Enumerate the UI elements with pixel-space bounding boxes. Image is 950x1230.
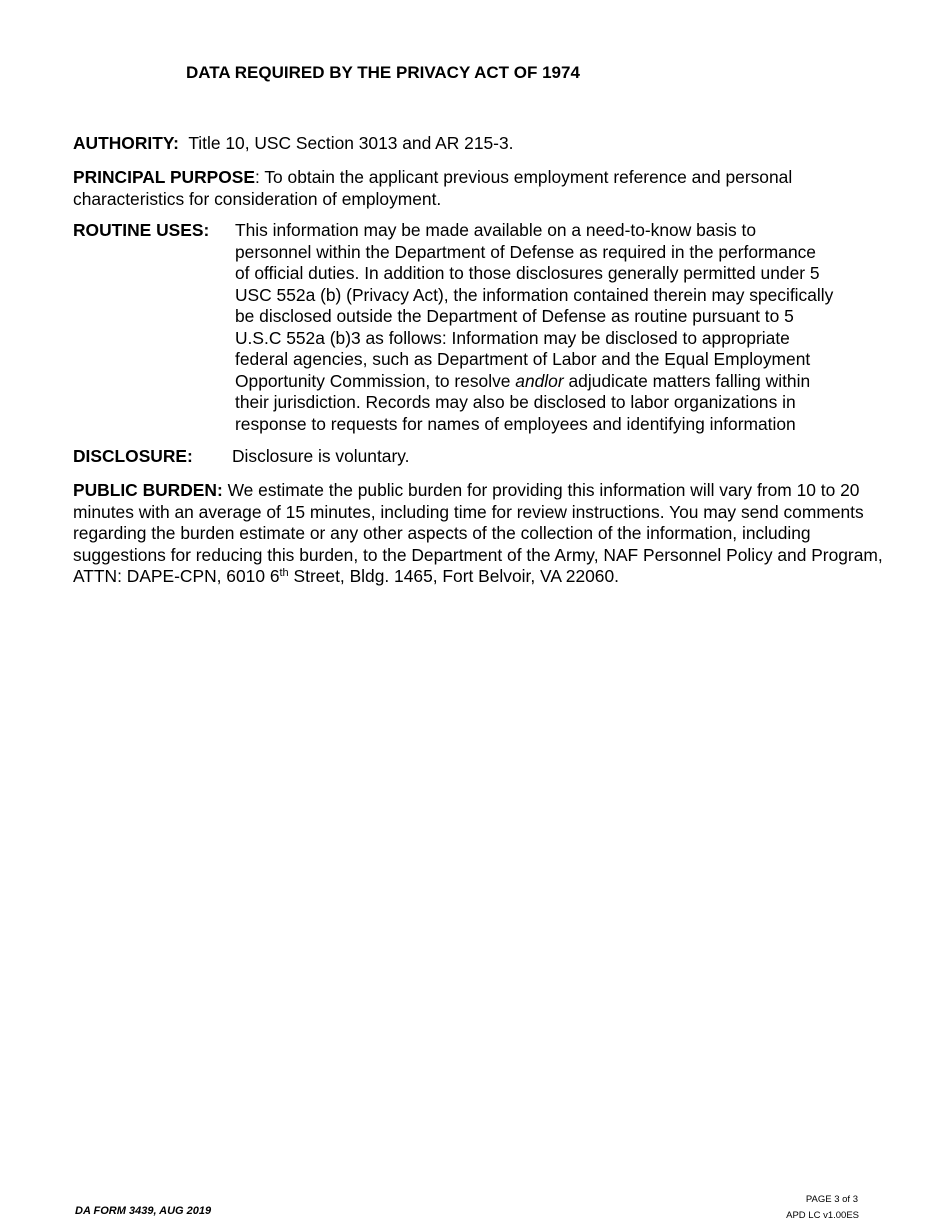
public-burden-text-end: Street, Bldg. 1465, Fort Belvoir, VA 22060. xyxy=(288,566,619,586)
principal-purpose-label: PRINCIPAL PURPOSE xyxy=(73,167,255,187)
form-identifier: DA FORM 3439, AUG 2019 xyxy=(75,1205,212,1217)
disclosure-label: DISCLOSURE: xyxy=(73,446,193,466)
routine-uses-line: personnel within the Department of Defense as required in the performance xyxy=(235,241,816,262)
routine-uses-line8-start: Opportunity Commission, to resolve xyxy=(235,370,516,391)
authority-text: Title 10, USC Section 3013 and AR 215-3. xyxy=(188,133,514,153)
routine-uses-line8-end: adjudicate matters falling within xyxy=(563,370,811,391)
public-burden-text: We estimate the public burden for providing this information will vary from 10 to 20 minutes with an average of 15 minutes, including time for review instructions. You may send comments regarding the burden estimate or any other aspects of the collection of the information, including suggestions for reducing this burden, to the Department of the Army, NAF Personnel Policy and Program, ATTN: DAPE-CPN, 6010 6 xyxy=(73,480,883,586)
document-title: DATA REQUIRED BY THE PRIVACY ACT OF 1974 xyxy=(186,63,580,82)
routine-uses-line: federal agencies, such as Department of Labor and the Equal Employment xyxy=(235,349,811,369)
authority-label: AUTHORITY: xyxy=(73,133,179,153)
authority-section xyxy=(73,133,893,155)
routine-uses-line: USC 552a (b) (Privacy Act), the information contained therein may specifically xyxy=(235,284,834,305)
public-burden-label: PUBLIC BURDEN: xyxy=(73,480,223,500)
principal-purpose-section xyxy=(73,167,893,210)
routine-uses-line: This information may be made available on a need-to-know basis to xyxy=(235,220,757,240)
routine-uses-line: be disclosed outside the Department of Defense as routine pursuant to 5 xyxy=(235,306,794,326)
routine-uses-line: response to requests for names of employees and identifying information xyxy=(235,413,796,434)
routine-uses-line: U.S.C 552a (b)3 as follows: Information may be disclosed to appropriate xyxy=(235,327,790,348)
routine-uses-line: their jurisdiction. Records may also be disclosed to labor organizations in xyxy=(235,392,796,412)
routine-uses-text xyxy=(235,220,895,435)
routine-uses-label: ROUTINE USES: xyxy=(73,220,210,240)
disclosure-text: Disclosure is voluntary. xyxy=(232,446,410,466)
routine-uses-line xyxy=(235,371,895,393)
routine-uses-line: of official duties. In addition to those disclosures generally permitted under 5 xyxy=(235,263,820,283)
principal-purpose-text: : To obtain the applicant previous employment reference and personal characteristics for consideration of employment. xyxy=(73,167,793,209)
page-number: PAGE 3 of 3 xyxy=(805,1194,858,1205)
ordinal-superscript: th xyxy=(279,567,289,579)
version-label: APD LC v1.00ES xyxy=(786,1210,859,1221)
routine-uses-italic-word: andlor xyxy=(515,370,564,391)
public-burden-section xyxy=(73,480,893,588)
